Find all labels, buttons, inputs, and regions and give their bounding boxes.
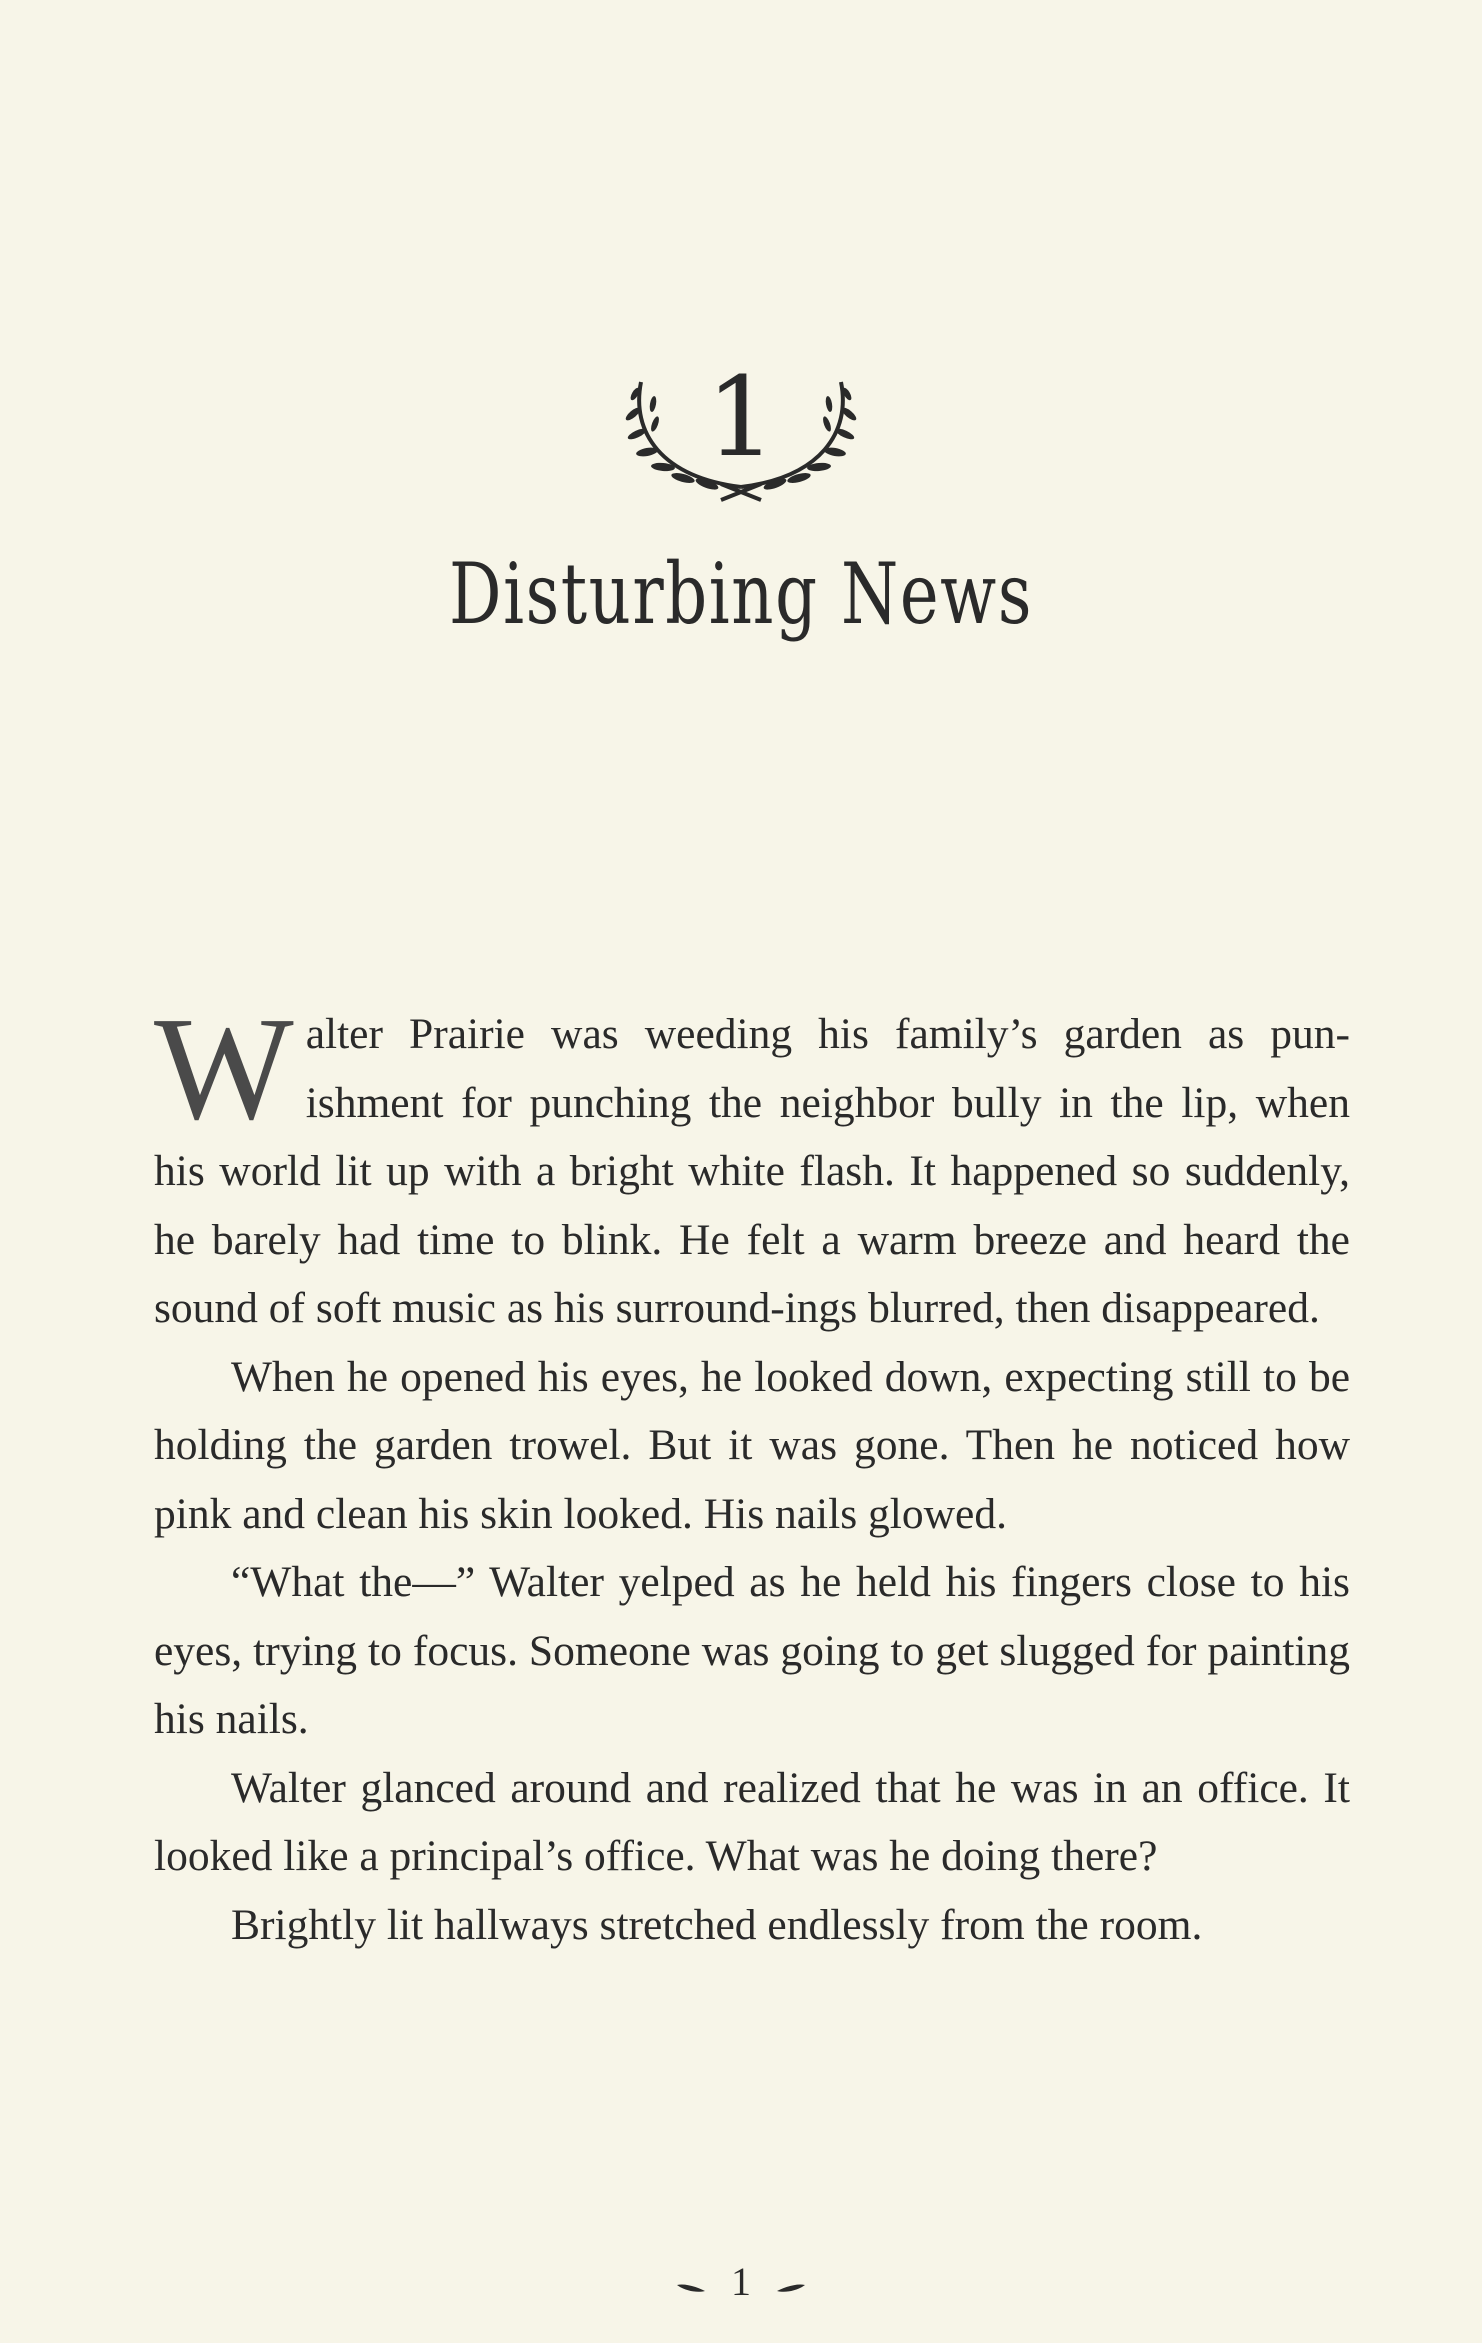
chapter-number: 1 xyxy=(706,353,776,481)
page-footer xyxy=(0,2258,1482,2302)
paragraph xyxy=(154,987,1350,1343)
paragraph: Brightly lit hallways stretched endlessly from the room. xyxy=(231,1900,1203,1949)
leaf-right-icon xyxy=(775,2262,807,2302)
drop-cap: W xyxy=(154,987,294,1151)
paragraph: Walter glanced around and realized that he was in an office. It looked like a principal’s office. What was he doing there? xyxy=(154,1763,1350,1880)
leaf-left-icon xyxy=(675,2262,707,2302)
paragraph: When he opened his eyes, he looked down, expecting still to be holding the garden trowel. But it was gone. Then he noticed how pink and clean his skin looked. His nails glowed. xyxy=(154,1352,1350,1538)
chapter-ornament xyxy=(621,353,861,512)
paragraph: “What the—” Walter yelped as he held his fingers close to his eyes, trying to focus. Someone was going to get slugged for painting his nails. xyxy=(154,1558,1350,1743)
chapter-body xyxy=(154,987,1350,1959)
chapter-title: Disturbing News xyxy=(448,545,1034,643)
paragraph-text: alter Prairie was weeding his family’s garden as pun-ishment for punching the neighbor bully in the lip, when his world lit up with a bright white flash. It happened so suddenly, he barely had time to blink. He felt a warm breeze and heard the sound of soft music as his surround-ings blurred, then disappeared. xyxy=(154,1010,1350,1332)
page-number: 1 xyxy=(731,2258,751,2304)
